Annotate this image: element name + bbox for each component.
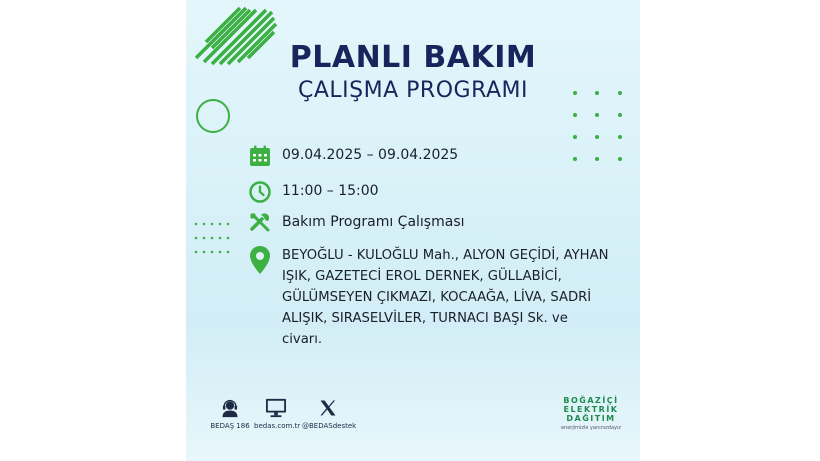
brand-logo (558, 396, 624, 431)
web-label: bedas.com.tr (254, 422, 301, 430)
footer-web[interactable] (254, 398, 301, 430)
brand-line-1: BOĞAZİÇİ (563, 396, 619, 405)
page-subtitle: ÇALIŞMA PROGRAMI (298, 78, 528, 103)
time-row (248, 180, 379, 204)
time-range-text: 11:00 – 15:00 (282, 183, 379, 199)
clock-icon (248, 180, 272, 204)
location-pin-icon (248, 245, 272, 275)
phone-label: BEDAŞ 186 (210, 422, 250, 430)
date-row (248, 144, 458, 168)
work-type-row (248, 211, 465, 235)
tools-icon (248, 211, 272, 235)
brand-tagline: enerjimizle yanınızdayız (560, 425, 622, 431)
dot-grid-left (192, 220, 232, 256)
page-title: PLANLI BAKIM (289, 40, 537, 75)
brand-line-3: DAĞITIM (566, 414, 616, 423)
announcement-card (186, 0, 640, 461)
work-type-text: Bakım Programı Çalışması (282, 214, 465, 230)
headset-icon (220, 398, 240, 418)
x-logo-icon (318, 398, 338, 418)
date-range-text: 09.04.2025 – 09.04.2025 (282, 147, 459, 163)
footer-social[interactable] (302, 398, 357, 430)
address-row (248, 245, 612, 350)
address-text: BEYOĞLU - KULOĞLU Mah., ALYON GEÇİDİ, AYHAN IŞIK, GAZETECİ EROL DERNEK, GÜLLABİCİ, GÜLÜMSEYEN ÇIKMAZI, KOCAAĞA, LİVA, SADRİ ALIŞIK, SIRASELVİLER, TURNACI BAŞI Sk. ve civarı. (282, 248, 609, 347)
calendar-icon (248, 144, 272, 168)
social-label: @BEDASdestek (302, 422, 357, 430)
monitor-icon (265, 398, 287, 418)
brand-line-2: ELEKTRİK (563, 405, 619, 414)
footer-phone[interactable] (210, 398, 250, 430)
